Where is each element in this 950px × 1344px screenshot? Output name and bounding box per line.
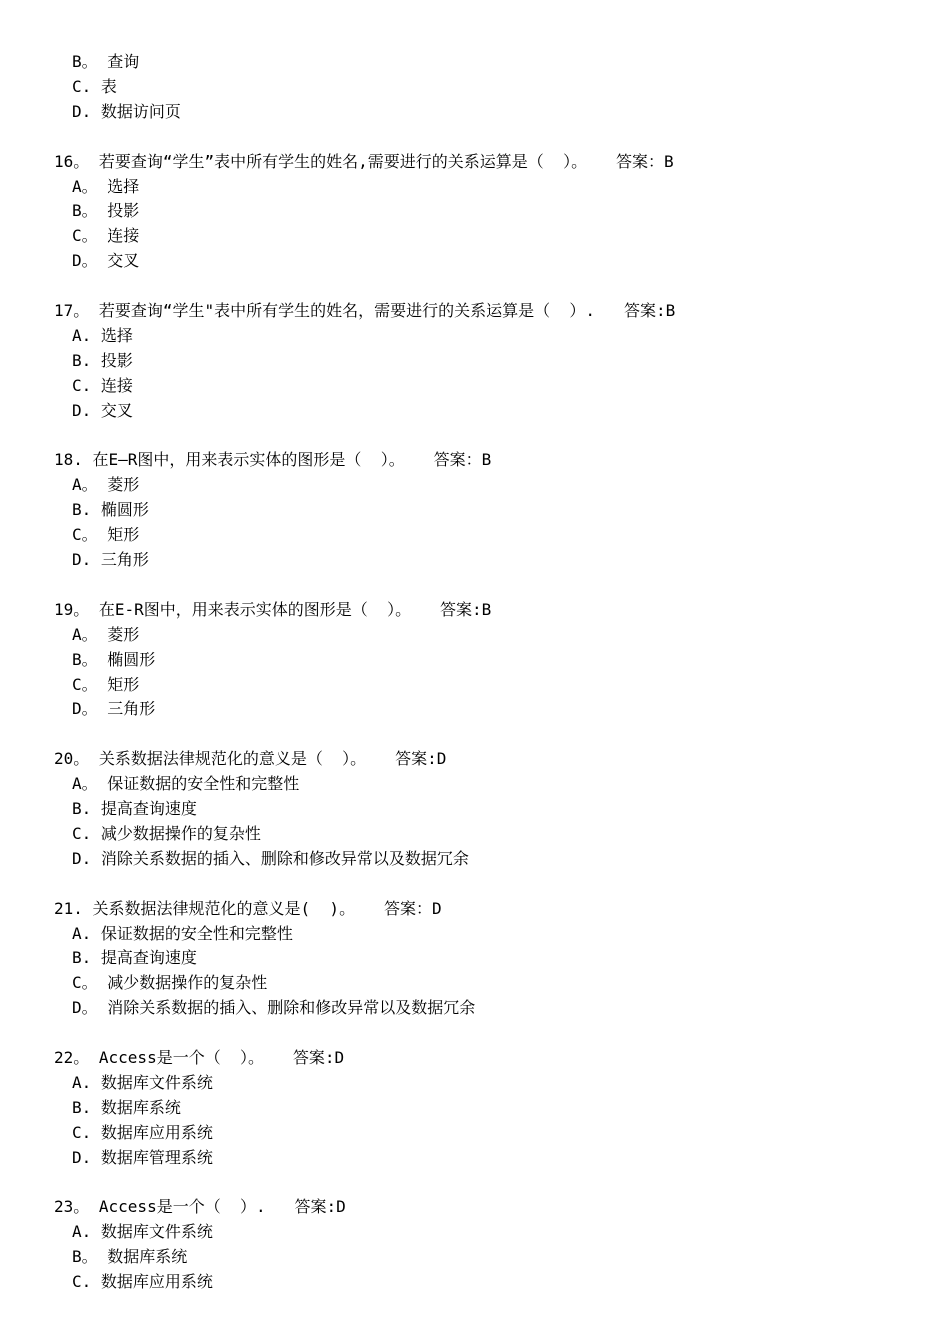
option-line: C. 数据库应用系统: [72, 1272, 213, 1292]
question-line: 19。 在E-R图中，用来表示实体的图形是（ ）。 答案:B: [54, 599, 492, 619]
option-line: D. 交叉: [72, 400, 133, 420]
option-line: C。 矩形: [72, 674, 140, 694]
option-line: B. 提高查询速度: [72, 948, 197, 968]
option-line: C. 连接: [72, 375, 133, 395]
option-line: D。 交叉: [72, 251, 140, 271]
option-line: A. 数据库文件系统: [72, 1222, 213, 1242]
option-line: B。 数据库系统: [72, 1247, 188, 1267]
question-line: 17。 若要查询“学生"表中所有学生的姓名，需要进行的关系运算是（ ）. 答案:B: [54, 301, 676, 320]
option-line: D. 数据库管理系统: [72, 1147, 213, 1167]
option-line: D. 数据访问页: [72, 101, 181, 121]
option-line: B. 数据库系统: [72, 1097, 181, 1117]
question-line: 16。 若要查询“学生”表中所有学生的姓名,需要进行的关系运算是（ ）。 答案：B: [54, 151, 674, 171]
option-line: A. 数据库文件系统: [72, 1072, 213, 1092]
option-line: C. 数据库应用系统: [72, 1122, 213, 1142]
question-line: 21. 关系数据法律规范化的意义是( )。 答案：D: [54, 898, 442, 918]
option-line: B。 投影: [72, 201, 140, 221]
option-line: B。 椭圆形: [72, 649, 156, 669]
option-line: D. 三角形: [72, 550, 149, 569]
option-line: A。 保证数据的安全性和完整性: [72, 774, 300, 794]
option-line: B。 查询: [72, 52, 140, 71]
option-line: B. 提高查询速度: [72, 799, 197, 818]
option-line: A。 菱形: [72, 624, 140, 644]
option-line: A. 保证数据的安全性和完整性: [72, 923, 293, 943]
question-line: 20。 关系数据法律规范化的意义是（ ）。 答案:D: [54, 749, 447, 769]
option-line: A。 选择: [72, 176, 140, 196]
option-line: B. 投影: [72, 350, 133, 370]
option-line: C. 表: [72, 76, 117, 96]
question-line: 22。 Access是一个（ ）。 答案:D: [54, 1048, 345, 1067]
option-line: A。 菱形: [72, 475, 140, 495]
option-line: A. 选择: [72, 325, 133, 345]
question-line: 23。 Access是一个（ ）. 答案:D: [54, 1197, 346, 1217]
option-line: B. 椭圆形: [72, 500, 149, 520]
option-line: D。 消除关系数据的插入、删除和修改异常以及数据冗余: [72, 998, 476, 1018]
option-line: C。 矩形: [72, 525, 140, 545]
option-line: C. 减少数据操作的复杂性: [72, 823, 261, 843]
option-line: C。 减少数据操作的复杂性: [72, 973, 268, 993]
question-line: 18. 在E—R图中，用来表示实体的图形是（ ）。 答案：B: [54, 450, 492, 470]
option-line: C。 连接: [72, 226, 140, 246]
option-line: D。 三角形: [72, 699, 156, 719]
option-line: D. 消除关系数据的插入、删除和修改异常以及数据冗余: [72, 848, 469, 868]
